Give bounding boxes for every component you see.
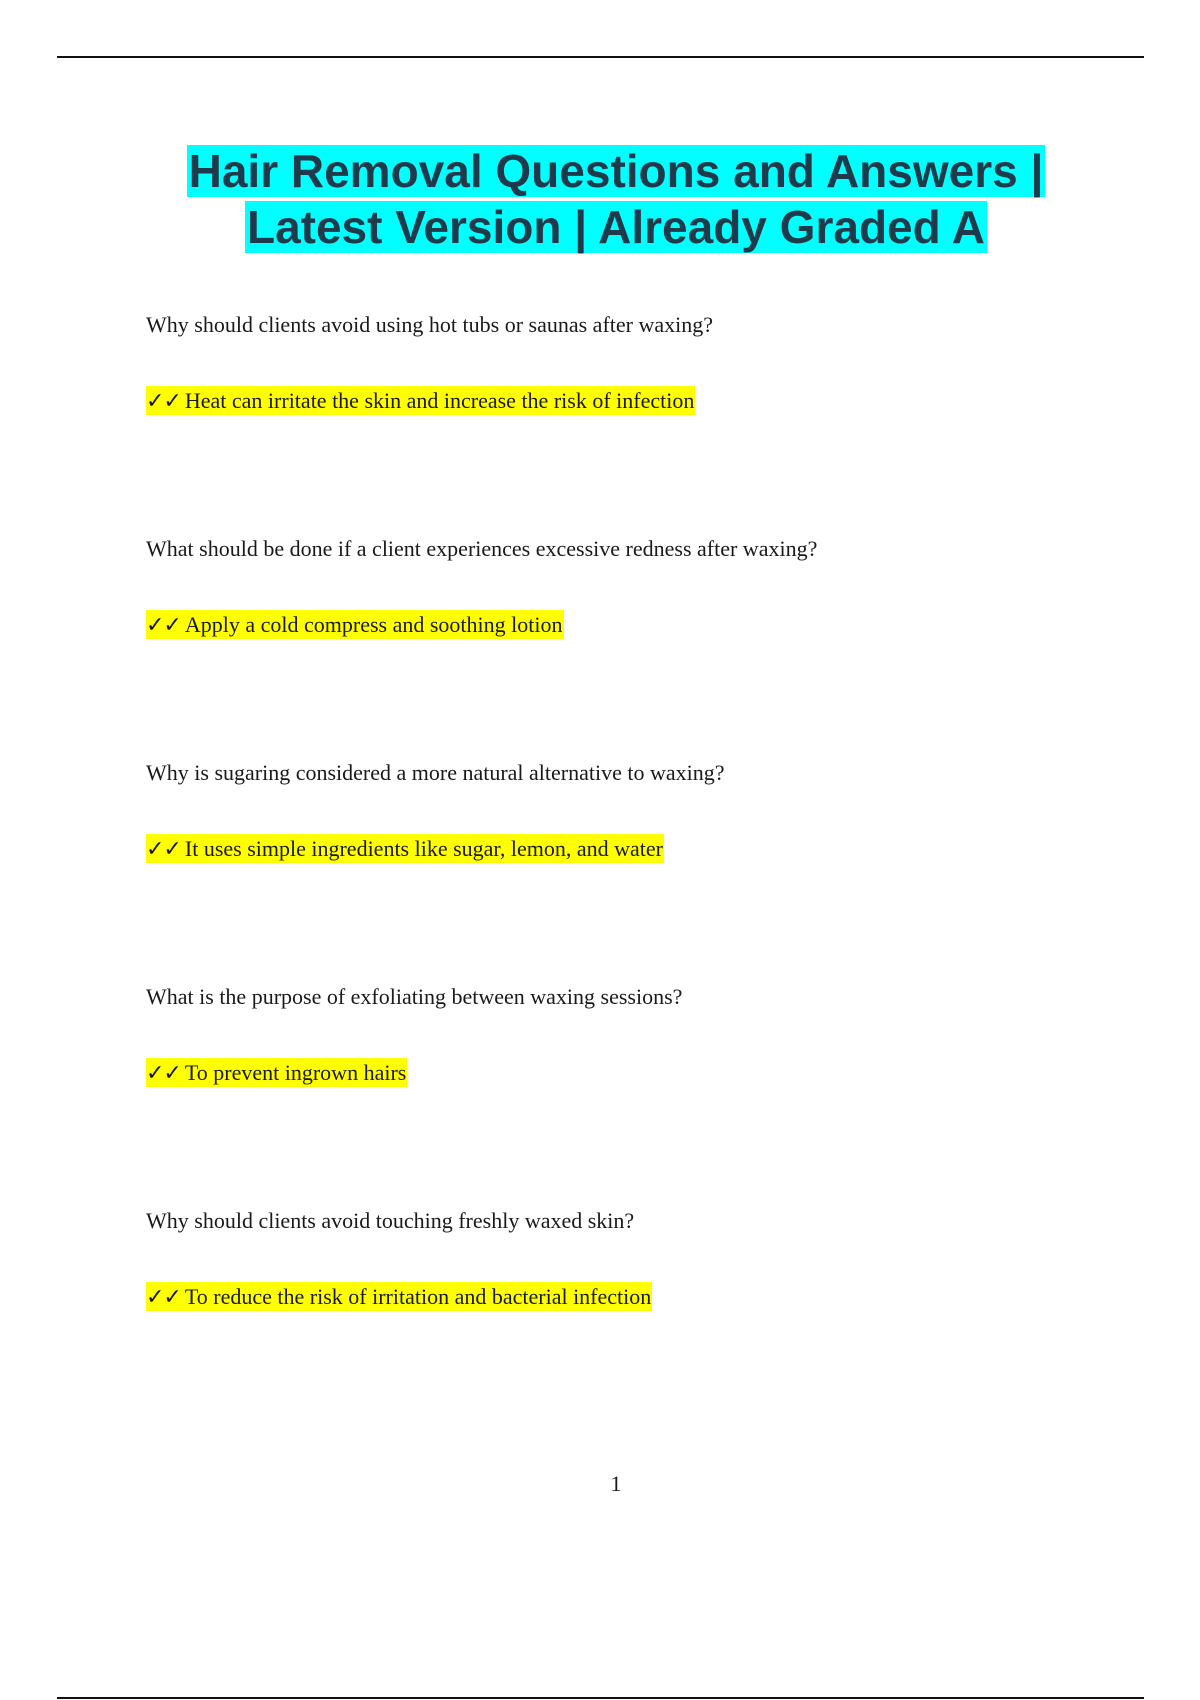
page-number: 1 xyxy=(610,1471,622,1496)
answer-text: To prevent ingrown hairs xyxy=(184,1060,407,1085)
answer xyxy=(146,611,1146,640)
question-text: What is the purpose of exfoliating between waxing sessions? xyxy=(146,984,683,1009)
answer xyxy=(146,1283,1146,1312)
question-text: Why should clients avoid touching freshly waxed skin? xyxy=(146,1208,635,1233)
qa-item-5 xyxy=(146,1207,1146,1312)
answer-highlight xyxy=(146,386,695,415)
answer-text: Apply a cold compress and soothing lotion xyxy=(184,612,563,637)
answer-highlight xyxy=(146,610,564,639)
answer-text: To reduce the risk of irritation and bacterial infection xyxy=(184,1284,652,1309)
double-check-icon: ✓✓ xyxy=(146,1285,181,1310)
title-line-1: Hair Removal Questions and Answers | xyxy=(188,145,1044,197)
double-check-icon: ✓✓ xyxy=(146,1061,181,1086)
answer xyxy=(146,387,1146,416)
question-text: Why is sugaring considered a more natural alternative to waxing? xyxy=(146,760,725,785)
question-text: Why should clients avoid using hot tubs or saunas after waxing? xyxy=(146,312,714,337)
answer-text: It uses simple ingredients like sugar, lemon, and water xyxy=(184,836,663,861)
qa-item-3 xyxy=(146,759,1146,864)
answer xyxy=(146,1059,1146,1088)
double-check-icon: ✓✓ xyxy=(146,837,181,862)
bottom-rule xyxy=(57,1697,1144,1699)
document-title xyxy=(60,143,1172,255)
qa-item-1 xyxy=(146,311,1146,416)
double-check-icon: ✓✓ xyxy=(146,613,181,638)
question-text: What should be done if a client experiences excessive redness after waxing? xyxy=(146,536,818,561)
answer xyxy=(146,835,1146,864)
title-line-2: Latest Version | Already Graded A xyxy=(246,201,986,253)
qa-item-4 xyxy=(146,983,1146,1088)
top-rule xyxy=(57,56,1144,58)
qa-item-2 xyxy=(146,535,1146,640)
answer-highlight xyxy=(146,834,664,863)
answer-text: Heat can irritate the skin and increase the risk of infection xyxy=(184,388,695,413)
answer-highlight xyxy=(146,1282,652,1311)
answer-highlight xyxy=(146,1058,407,1087)
double-check-icon: ✓✓ xyxy=(146,389,181,414)
